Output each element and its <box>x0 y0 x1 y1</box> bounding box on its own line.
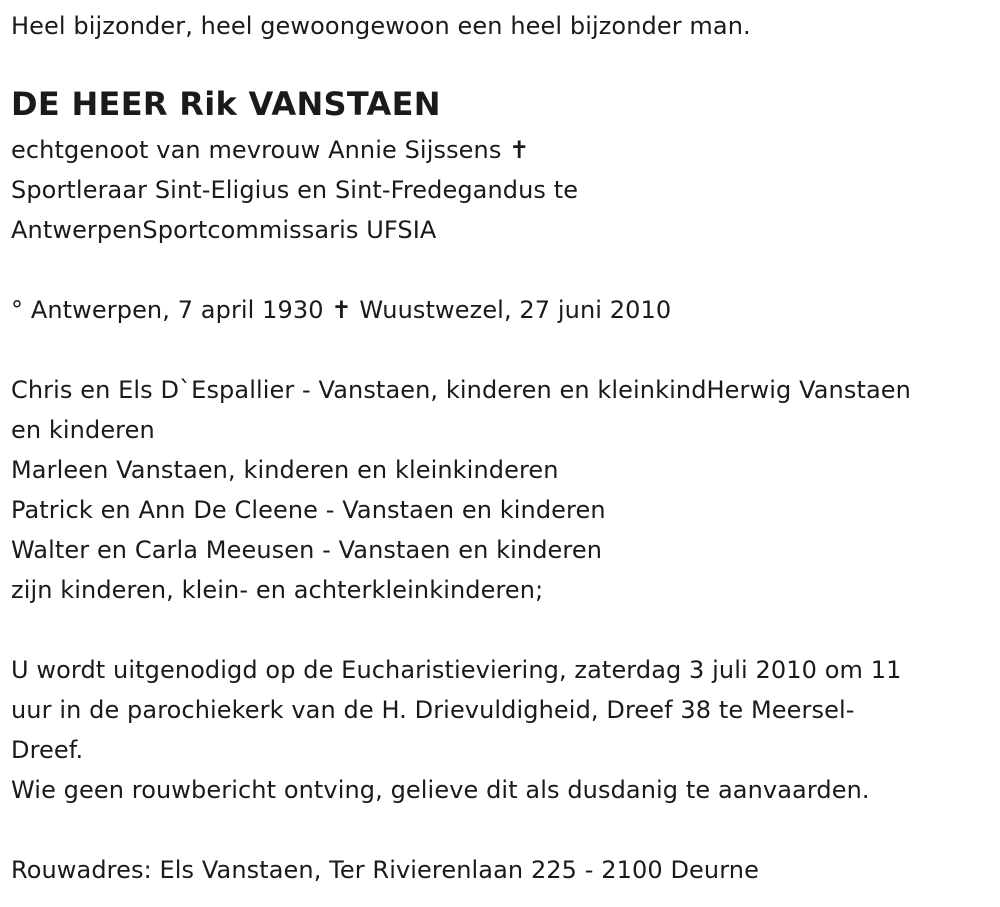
family-line: zijn kinderen, klein- en achterkleinkinderen; <box>11 576 544 604</box>
ceremony-line: Wie geen rouwbericht ontving, gelieve dit als dusdanig te aanvaarden. <box>11 776 870 804</box>
deceased-title <box>11 80 991 128</box>
mourning-address: Rouwadres: Els Vanstaen, Ter Rivierenlaan 225 - 2100 Deurne <box>11 856 759 884</box>
ceremony-line: uur in de parochiekerk van de H. Drievuldigheid, Dreef 38 te Meersel- <box>11 696 855 724</box>
deceased-name: Rik VANSTAEN <box>179 85 441 123</box>
family-line: Patrick en Ann De Cleene - Vanstaen en kinderen <box>11 496 606 524</box>
description-block <box>11 130 991 250</box>
family-line: Chris en Els D`Espallier - Vanstaen, kinderen en kleinkindHerwig Vanstaen <box>11 376 911 404</box>
intro-text: Heel bijzonder, heel gewoongewoon een heel bijzonder man. <box>11 12 751 40</box>
ceremony-block <box>11 650 991 810</box>
ceremony-line: Dreef. <box>11 736 84 764</box>
ceremony-line: U wordt uitgenodigd op de Eucharistieviering, zaterdag 3 juli 2010 om 11 <box>11 656 902 684</box>
family-line: en kinderen <box>11 416 155 444</box>
birth-death-dates: ° Antwerpen, 7 april 1930 ✝ Wuustwezel, 27 juni 2010 <box>11 296 672 324</box>
family-line: Walter en Carla Meeusen - Vanstaen en kinderen <box>11 536 603 564</box>
family-block <box>11 370 991 610</box>
description-line: echtgenoot van mevrouw Annie Sijssens ✝ <box>11 136 530 164</box>
title-prefix: DE HEER <box>11 85 168 123</box>
family-line: Marleen Vanstaen, kinderen en kleinkinderen <box>11 456 559 484</box>
obituary-document <box>11 0 991 890</box>
description-line: Sportleraar Sint-Eligius en Sint-Fredegandus te <box>11 176 579 204</box>
description-line: AntwerpenSportcommissaris UFSIA <box>11 216 437 244</box>
